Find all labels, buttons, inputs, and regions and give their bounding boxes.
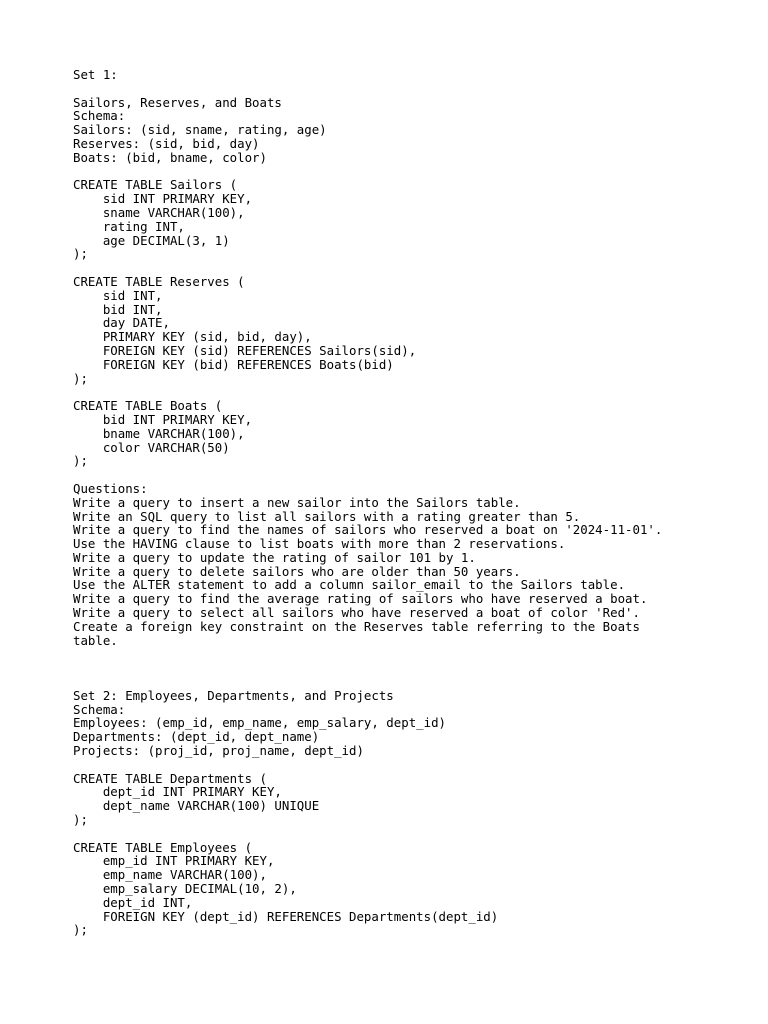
question-item: Write an SQL query to list all sailors with a rating greater than 5.	[73, 508, 581, 524]
code-line: sname VARCHAR(100),	[73, 204, 245, 220]
code-line: sid INT,	[73, 287, 163, 303]
code-line: CREATE TABLE Reserves (	[73, 273, 245, 289]
code-line: CREATE TABLE Departments (	[73, 770, 267, 786]
code-line: rating INT,	[73, 218, 185, 234]
question-item: Create a foreign key constraint on the Reserves table referring to the Boats table.	[73, 618, 648, 648]
schema-line-sailors: Sailors: (sid, sname, rating, age)	[73, 122, 327, 138]
code-line: FOREIGN KEY (sid) REFERENCES Sailors(sid),	[73, 342, 417, 358]
create-table-reserves	[73, 275, 753, 385]
code-line: CREATE TABLE Boats (	[73, 398, 223, 414]
document-page	[73, 68, 753, 937]
create-table-sailors	[73, 178, 753, 261]
question-item: Write a query to find the names of sailors who reserved a boat on '2024-11-01'.	[73, 522, 663, 538]
create-table-departments	[73, 772, 753, 827]
code-line: age DECIMAL(3, 1)	[73, 232, 230, 248]
code-line: sid INT PRIMARY KEY,	[73, 191, 253, 207]
question-item: Write a query to insert a new sailor into the Sailors table.	[73, 494, 521, 510]
code-line: );	[73, 453, 88, 469]
schema-line-departments: Departments: (dept_id, dept_name)	[73, 729, 320, 745]
code-line: );	[73, 922, 88, 938]
questions-label: Questions:	[73, 480, 148, 496]
question-item: Use the ALTER statement to add a column sailor_email to the Sailors table.	[73, 577, 626, 593]
set2-title: Set 2: Employees, Departments, and Projects	[73, 687, 394, 703]
question-item: Write a query to find the average rating of sailors who have reserved a boat.	[73, 591, 648, 607]
question-item: Write a query to select all sailors who have reserved a boat of color 'Red'.	[73, 605, 640, 621]
schema-line-projects: Projects: (proj_id, proj_name, dept_id)	[73, 743, 364, 759]
set1-title: Sailors, Reserves, and Boats	[73, 94, 282, 110]
schema-line-boats: Boats: (bid, bname, color)	[73, 149, 267, 165]
question-item: Write a query to update the rating of sailor 101 by 1.	[73, 549, 476, 565]
code-line: day DATE,	[73, 315, 170, 331]
set2-schema-label: Schema:	[73, 701, 126, 717]
code-line: dept_name VARCHAR(100) UNIQUE	[73, 798, 320, 814]
code-line: dept_id INT PRIMARY KEY,	[73, 784, 282, 800]
code-line: bname VARCHAR(100),	[73, 425, 245, 441]
code-line: CREATE TABLE Employees (	[73, 839, 253, 855]
schema-line-reserves: Reserves: (sid, bid, day)	[73, 135, 260, 151]
set1-schema-label: Schema:	[73, 108, 126, 124]
code-line: );	[73, 246, 88, 262]
set1-heading: Set 1:	[73, 67, 118, 82]
code-line: FOREIGN KEY (bid) REFERENCES Boats(bid)	[73, 356, 394, 372]
code-line: PRIMARY KEY (sid, bid, day),	[73, 329, 312, 345]
code-line: bid INT PRIMARY KEY,	[73, 411, 253, 427]
create-table-boats	[73, 399, 753, 468]
code-line: CREATE TABLE Sailors (	[73, 177, 238, 193]
schema-line-employees: Employees: (emp_id, emp_name, emp_salary, dept_id)	[73, 715, 446, 731]
create-table-employees	[73, 841, 753, 938]
questions-list	[73, 496, 753, 648]
code-line: );	[73, 812, 88, 828]
code-line: emp_id INT PRIMARY KEY,	[73, 853, 275, 869]
code-line: color VARCHAR(50)	[73, 439, 230, 455]
code-line: FOREIGN KEY (dept_id) REFERENCES Departments(dept_id)	[73, 908, 499, 924]
question-item: Write a query to delete sailors who are older than 50 years.	[73, 563, 521, 579]
code-line: bid INT,	[73, 301, 163, 317]
code-line: emp_salary DECIMAL(10, 2),	[73, 881, 297, 897]
code-line: );	[73, 370, 88, 386]
code-line: dept_id INT,	[73, 894, 193, 910]
question-item: Use the HAVING clause to list boats with more than 2 reservations.	[73, 536, 566, 552]
code-line: emp_name VARCHAR(100),	[73, 867, 267, 883]
